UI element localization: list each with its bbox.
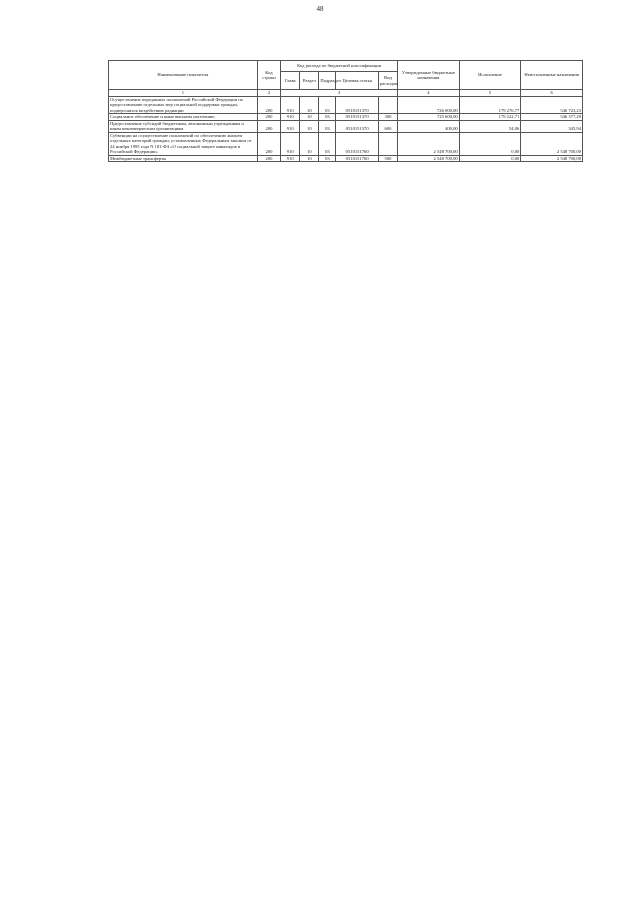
- header-glava: Глава: [281, 72, 300, 90]
- header-index-3: 3: [281, 90, 398, 97]
- table-cell: 200: [257, 120, 280, 132]
- table-cell: Субвенции на осуществление полномочий по обеспечению жильем отдельных категорий граждан, установленных Федеральным законом от 24 ноября 1995 года N 181-ФЗ «О социальной защите инвалидов в Российской Федерации»: [109, 132, 258, 155]
- table-cell: 179 276,77: [459, 96, 521, 114]
- table-cell: 910: [281, 96, 300, 114]
- table-row: [109, 120, 583, 132]
- table-cell: 03: [319, 96, 336, 114]
- table-cell: 2 548 700,00: [398, 132, 460, 155]
- table-cell: 03: [319, 155, 336, 162]
- table-cell: Межбюджетные трансферты: [109, 155, 258, 162]
- table-cell: 400,00: [398, 120, 460, 132]
- table-cell: 10: [300, 132, 319, 155]
- table-cell: 910: [281, 132, 300, 155]
- header-code-line: Код строки: [257, 61, 280, 90]
- table-cell: 0510151370: [336, 114, 379, 121]
- header-podrazdel: Подраздел: [319, 72, 336, 90]
- table-cell: 2 548 700,00: [398, 155, 460, 162]
- header-vid: Вид расходов: [378, 72, 397, 90]
- table-cell: 200: [257, 132, 280, 155]
- table-cell: 10: [300, 114, 319, 121]
- table-cell: 300: [378, 114, 397, 121]
- table-cell: 10: [300, 96, 319, 114]
- table-cell: Осуществление переданных полномочий Российской Федерации по предоставлению отдельных мер социальной поддержки граждан, подвергшихся воздействию радиации: [109, 96, 258, 114]
- table-cell: [378, 96, 397, 114]
- table-cell: 200: [257, 114, 280, 121]
- table-cell: Социальное обеспечение и иные выплаты населению: [109, 114, 258, 121]
- budget-table: [108, 60, 583, 162]
- table-cell: 725 600,00: [398, 114, 460, 121]
- header-approved: Утвержденные бюджетные назначения: [398, 61, 460, 90]
- table-row: [109, 96, 583, 114]
- page-number: 48: [316, 5, 324, 13]
- table-cell: 0510151760: [336, 132, 379, 155]
- header-executed: Исполнение: [459, 61, 521, 90]
- table-cell: 2 548 700,00: [521, 155, 583, 162]
- table-cell: 0,00: [459, 132, 521, 155]
- table-cell: 179 222,71: [459, 114, 521, 121]
- table-cell: [378, 132, 397, 155]
- table-cell: 03: [319, 114, 336, 121]
- table-row: [109, 114, 583, 121]
- table-cell: 03: [319, 132, 336, 155]
- table-cell: 54,06: [459, 120, 521, 132]
- table-cell: 200: [257, 155, 280, 162]
- table-cell: 03: [319, 120, 336, 132]
- header-razdel: Раздел: [300, 72, 319, 90]
- header-target: Целевая статья: [336, 72, 379, 90]
- table-cell: 2 548 700,00: [521, 132, 583, 155]
- table-cell: 546 377,29: [521, 114, 583, 121]
- table-row: [109, 155, 583, 162]
- table-cell: 0510151370: [336, 96, 379, 114]
- table-cell: 910: [281, 120, 300, 132]
- table-cell: 10: [300, 120, 319, 132]
- table-cell: 0510151760: [336, 155, 379, 162]
- table-cell: 0,00: [459, 155, 521, 162]
- header-name: Наименование показателя: [109, 61, 258, 90]
- header-index-5: 5: [459, 90, 521, 97]
- table-cell: Предоставление субсидий бюджетным, автономным учреждениям и иным некоммерческим организациям: [109, 120, 258, 132]
- table-cell: 345,94: [521, 120, 583, 132]
- header-index-6: 6: [521, 90, 583, 97]
- table-cell: 910: [281, 114, 300, 121]
- header-unexecuted: Неисполненные назначения: [521, 61, 583, 90]
- table-cell: 546 723,23: [521, 96, 583, 114]
- table-row: [109, 132, 583, 155]
- table-cell: 0510151370: [336, 120, 379, 132]
- table-cell: 200: [257, 96, 280, 114]
- header-budget-class: Код расхода по бюджетной классификации: [281, 61, 398, 72]
- header-index-1: 1: [109, 90, 258, 97]
- table-cell: 910: [281, 155, 300, 162]
- header-index-2: 2: [257, 90, 280, 97]
- table-cell: 600: [378, 120, 397, 132]
- table-cell: 500: [378, 155, 397, 162]
- table-cell: 10: [300, 155, 319, 162]
- header-index-4: 4: [398, 90, 460, 97]
- table-cell: 726 000,00: [398, 96, 460, 114]
